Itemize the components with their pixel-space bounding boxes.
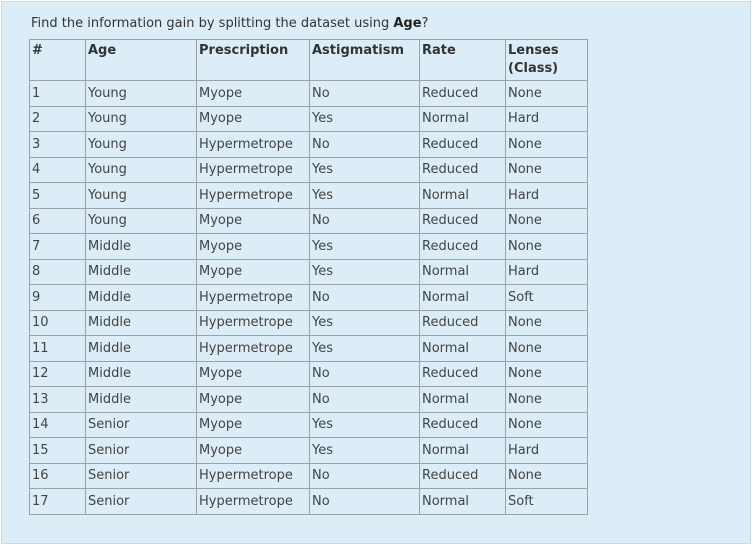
cell-row-number: 14 — [30, 412, 86, 438]
cell-astigmatism: No — [310, 285, 420, 311]
cell-prescription: Hypermetrope — [197, 157, 310, 183]
cell-age: Middle — [86, 285, 197, 311]
cell-astigmatism: Yes — [310, 234, 420, 260]
table-row — [30, 234, 588, 260]
cell-age: Senior — [86, 412, 197, 438]
cell-row-number: 2 — [30, 106, 86, 132]
lenses-dataset-table — [29, 39, 588, 515]
cell-prescription: Hypermetrope — [197, 183, 310, 209]
cell-prescription: Myope — [197, 234, 310, 260]
cell-row-number: 8 — [30, 259, 86, 285]
cell-astigmatism: Yes — [310, 412, 420, 438]
cell-rate: Reduced — [420, 157, 506, 183]
cell-prescription: Hypermetrope — [197, 310, 310, 336]
cell-rate: Normal — [420, 489, 506, 515]
table-row — [30, 208, 588, 234]
cell-row-number: 15 — [30, 438, 86, 464]
header-prescription: Prescription — [197, 40, 310, 81]
cell-age: Middle — [86, 234, 197, 260]
cell-age: Middle — [86, 387, 197, 413]
cell-prescription: Myope — [197, 208, 310, 234]
cell-prescription: Myope — [197, 106, 310, 132]
cell-prescription: Myope — [197, 259, 310, 285]
cell-age: Young — [86, 208, 197, 234]
cell-prescription: Myope — [197, 361, 310, 387]
table-row — [30, 361, 588, 387]
cell-lenses-class: None — [506, 412, 588, 438]
table-row — [30, 183, 588, 209]
cell-rate: Reduced — [420, 361, 506, 387]
header-rate: Rate — [420, 40, 506, 81]
cell-prescription: Hypermetrope — [197, 489, 310, 515]
cell-age: Middle — [86, 310, 197, 336]
question-prefix: Find the information gain by splitting the dataset using — [31, 16, 394, 31]
question-text — [31, 16, 428, 31]
cell-rate: Reduced — [420, 463, 506, 489]
cell-astigmatism: No — [310, 463, 420, 489]
cell-astigmatism: No — [310, 387, 420, 413]
cell-age: Senior — [86, 489, 197, 515]
cell-rate: Normal — [420, 259, 506, 285]
cell-lenses-class: None — [506, 132, 588, 158]
question-suffix: ? — [421, 16, 429, 31]
cell-row-number: 4 — [30, 157, 86, 183]
cell-astigmatism: Yes — [310, 336, 420, 362]
cell-age: Middle — [86, 259, 197, 285]
cell-astigmatism: No — [310, 361, 420, 387]
cell-astigmatism: Yes — [310, 259, 420, 285]
cell-astigmatism: No — [310, 81, 420, 107]
cell-rate: Normal — [420, 438, 506, 464]
cell-age: Senior — [86, 463, 197, 489]
header-lenses — [506, 40, 588, 81]
table-row — [30, 438, 588, 464]
table-row — [30, 259, 588, 285]
cell-age: Middle — [86, 336, 197, 362]
cell-astigmatism: Yes — [310, 157, 420, 183]
cell-row-number: 17 — [30, 489, 86, 515]
table-row — [30, 132, 588, 158]
table-row — [30, 489, 588, 515]
cell-lenses-class: Hard — [506, 438, 588, 464]
cell-rate: Reduced — [420, 81, 506, 107]
cell-age: Middle — [86, 361, 197, 387]
cell-prescription: Hypermetrope — [197, 132, 310, 158]
cell-prescription: Myope — [197, 387, 310, 413]
cell-rate: Reduced — [420, 412, 506, 438]
cell-rate: Reduced — [420, 132, 506, 158]
table-row — [30, 387, 588, 413]
cell-astigmatism: No — [310, 208, 420, 234]
table-row — [30, 336, 588, 362]
cell-lenses-class: None — [506, 81, 588, 107]
cell-rate: Reduced — [420, 208, 506, 234]
cell-row-number: 3 — [30, 132, 86, 158]
cell-age: Young — [86, 132, 197, 158]
cell-astigmatism: Yes — [310, 106, 420, 132]
cell-rate: Normal — [420, 387, 506, 413]
table-row — [30, 81, 588, 107]
table-row — [30, 310, 588, 336]
cell-lenses-class: None — [506, 208, 588, 234]
cell-lenses-class: Soft — [506, 489, 588, 515]
cell-astigmatism: Yes — [310, 310, 420, 336]
cell-lenses-class: None — [506, 310, 588, 336]
table-row — [30, 106, 588, 132]
header-num: # — [30, 40, 86, 81]
cell-lenses-class: None — [506, 336, 588, 362]
cell-age: Young — [86, 183, 197, 209]
cell-prescription: Hypermetrope — [197, 463, 310, 489]
table-body — [30, 81, 588, 515]
question-attribute: Age — [393, 16, 422, 31]
cell-age: Young — [86, 106, 197, 132]
table-row — [30, 285, 588, 311]
header-row — [30, 40, 588, 81]
cell-prescription: Myope — [197, 81, 310, 107]
header-astigmatism: Astigmatism — [310, 40, 420, 81]
cell-lenses-class: Hard — [506, 106, 588, 132]
cell-lenses-class: Soft — [506, 285, 588, 311]
cell-age: Young — [86, 81, 197, 107]
cell-prescription: Myope — [197, 412, 310, 438]
cell-row-number: 6 — [30, 208, 86, 234]
cell-astigmatism: Yes — [310, 183, 420, 209]
cell-prescription: Hypermetrope — [197, 285, 310, 311]
cell-rate: Normal — [420, 106, 506, 132]
table-row — [30, 157, 588, 183]
header-age: Age — [86, 40, 197, 81]
cell-lenses-class: None — [506, 234, 588, 260]
cell-row-number: 7 — [30, 234, 86, 260]
cell-lenses-class: Hard — [506, 183, 588, 209]
cell-rate: Reduced — [420, 234, 506, 260]
cell-age: Young — [86, 157, 197, 183]
cell-row-number: 11 — [30, 336, 86, 362]
cell-astigmatism: No — [310, 489, 420, 515]
cell-prescription: Myope — [197, 438, 310, 464]
cell-astigmatism: Yes — [310, 438, 420, 464]
cell-lenses-class: None — [506, 387, 588, 413]
cell-lenses-class: None — [506, 157, 588, 183]
cell-rate: Reduced — [420, 310, 506, 336]
cell-rate: Normal — [420, 285, 506, 311]
header-lenses-line2: (Class) — [508, 61, 559, 76]
cell-row-number: 13 — [30, 387, 86, 413]
header-lenses-line1: Lenses — [508, 43, 559, 58]
cell-rate: Normal — [420, 183, 506, 209]
cell-lenses-class: None — [506, 463, 588, 489]
cell-row-number: 16 — [30, 463, 86, 489]
cell-rate: Normal — [420, 336, 506, 362]
cell-age: Senior — [86, 438, 197, 464]
cell-row-number: 5 — [30, 183, 86, 209]
cell-row-number: 10 — [30, 310, 86, 336]
cell-row-number: 1 — [30, 81, 86, 107]
cell-astigmatism: No — [310, 132, 420, 158]
cell-row-number: 9 — [30, 285, 86, 311]
table-row — [30, 412, 588, 438]
cell-lenses-class: Hard — [506, 259, 588, 285]
cell-prescription: Hypermetrope — [197, 336, 310, 362]
cell-lenses-class: None — [506, 361, 588, 387]
table-row — [30, 463, 588, 489]
cell-row-number: 12 — [30, 361, 86, 387]
